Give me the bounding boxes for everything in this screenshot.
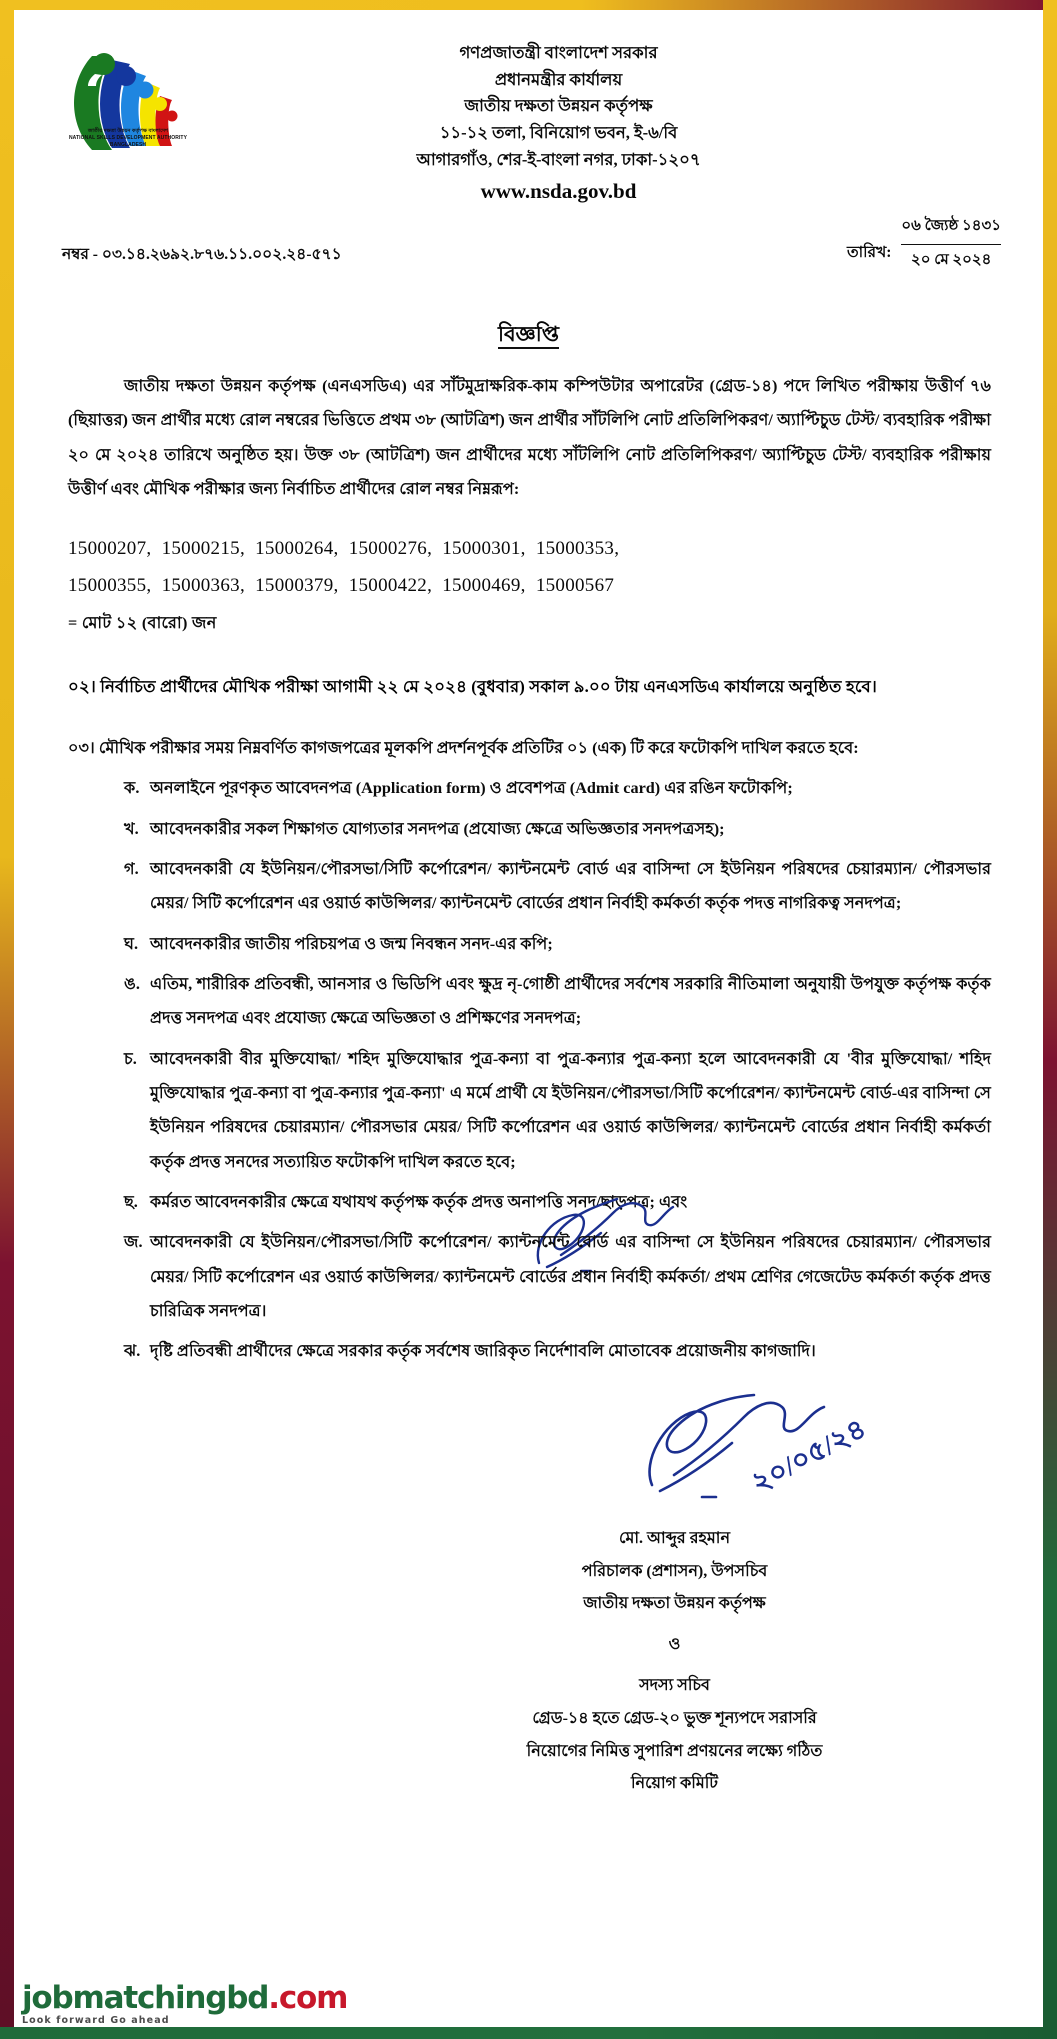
reference-number: নম্বর - ০৩.১৪.২৬৯২.৮৭৬.১১.০০২.২৪-৫৭১ [62,246,342,263]
org-line-4: ১১-১২ তলা, বিনিয়োগ ভবন, ই-৬/বি [439,123,678,143]
roll-number: 15000264 [255,538,334,560]
watermark-dot: . [268,1979,279,2016]
page-border-top [0,0,1057,10]
committee-line-1: গ্রেড-১৪ হতে গ্রেড-২০ ভুক্ত শূন্যপদে সরাসরি [532,1709,817,1727]
watermark-brand [22,1979,348,2016]
item-marker: ছ. [124,1193,138,1212]
list-item [124,812,991,846]
list-item [124,1185,991,1219]
organization-header [74,40,1043,207]
item-text: আবেদনকারীর সকল শিক্ষাগত যোগ্যতার সনদপত্র (প্রযোজ্য ক্ষেত্রে অভিজ্ঞতার সনদপত্রসহ); [150,819,725,838]
roll-number: 15000469 [442,575,521,597]
watermark-bd: bd [226,1979,269,2016]
paragraph-3: ০৩। মৌখিক পরীক্ষার সময় নিম্নবর্ণিত কাগজপত্রের মূলকপি প্রদর্শনপূর্বক প্রতিটির ০১ (এক) টি করে ফটোকপি দাখিল করতে হবে: [68,738,859,757]
nsda-logo-icon [50,38,200,168]
roll-number: 15000567 [535,575,615,597]
page-border-left [0,0,14,2039]
item-text: অনলাইনে পূরণকৃত আবেদনপত্র (Application form) ও প্রবেশপত্র (Admit card) এর রঙিন ফটোকপি; [150,779,793,798]
document-title [14,318,1043,353]
watermark-tagline: Look forward Go ahead [22,2014,170,2026]
roll-number: 15000301 [442,538,521,560]
roll-number: 15000379 [255,575,334,597]
page-border-right [1043,0,1057,2039]
org-line-5: আগারগাঁও, শের-ই-বাংলা নগর, ঢাকা-১২০৭ [416,149,701,169]
signatory-role: সদস্য সচিব [639,1676,710,1694]
requirements-list [68,771,991,1369]
item-text: আবেদনকারীর জাতীয় পরিচয়পত্র ও জন্ম নিবন্ধন সনদ-এর কপি; [150,934,553,953]
paragraph-1: জাতীয় দক্ষতা উন্নয়ন কর্তৃপক্ষ (এনএসডিএ) এর সাঁটমুদ্রাক্ষরিক-কাম কম্পিউটার অপারেটর (গ্রেড-১৪) পদে লিখিত পরীক্ষায় উত্তীর্ণ ৭৬ (ছিয়াত্তর) জন প্রার্থীর মধ্যে রোল নম্বরের ভিত্তিতে প্রথম ৩৮ (আটত্রিশ) জন প্রার্থীর সাঁটলিপি নোট প্রতিলিপিকরণ/ অ্যাপ্টিচুড টেস্ট/ ব্যবহারিক পরীক্ষা ২০ মে ২০২৪ তারিখে অনুষ্ঠিত হয়। উক্ত ৩৮ (আটত্রিশ) জন প্রার্থীদের মধ্যে সাঁটলিপি নোট প্রতিলিপিকরণ/ অ্যাপ্টিচুড টেস্ট/ ব্যবহারিক পরীক্ষায় উত্তীর্ণ এবং মৌখিক পরীক্ষার জন্য নির্বাচিত প্রার্থীদের রোল নম্বর নিম্নরূপ: [68,377,991,499]
signatory-conjunction: ও [668,1636,681,1654]
logo-caption-bn: জাতীয় দক্ষতা উন্নয়ন কর্তৃপক্ষ বাংলাদেশ [87,128,169,134]
roll-number: 15000422 [348,575,428,597]
date-english: ২০ মে ২০২৪ [911,252,992,268]
signatory-organization: জাতীয় দক্ষতা উন্নয়ন কর্তৃপক্ষ [583,1595,766,1613]
signatory-spacer [358,1621,991,1629]
reference-date-row [14,218,1043,284]
handwritten-date: ২০/০৫/২৪ [746,1413,872,1499]
website-url[interactable]: www.nsda.gov.bd [480,178,637,203]
document-body [14,369,1043,1801]
date-divider [901,244,1001,245]
org-line-3: জাতীয় দক্ষতা উন্নয়ন কর্তৃপক্ষ [464,96,653,116]
watermark-job: job [22,1979,73,2016]
signatory-designation: পরিচালক (প্রশাসন), উপসচিব [581,1562,768,1580]
page-border-bottom [0,2027,1057,2039]
roll-row-1: 15000207, 15000215, 15000264, 15000276, 15000301, 15000353, [68,530,991,567]
date-bangla: ০৬ জ্যৈষ্ঠ ১৪৩১ [901,218,1001,234]
signature-area [68,1399,991,1519]
item-text: দৃষ্টি প্রতিবন্ধী প্রার্থীদের ক্ষেত্রে সরকার কর্তৃক সর্বশেষ জারিকৃত নির্দেশাবলি মোতাবেক প্রয়োজনীয় কাগজাদি। [150,1342,816,1361]
roll-number: 15000207 [68,538,147,560]
watermark-matching: matching [72,1979,227,2016]
list-item [124,1225,991,1328]
item-text: আবেদনকারী বীর মুক্তিযোদ্ধা/ শহিদ মুক্তিযোদ্ধার পুত্র-কন্যা বা পুত্র-কন্যার পুত্র-কন্যা হলে আবেদনকারী যে 'বীর মুক্তিযোদ্ধা/ শহিদ মুক্তিযোদ্ধার পুত্র-কন্যা বা পুত্র-কন্যার পুত্র-কন্যা' এ মর্মে প্রার্থী যে ইউনিয়ন/পৌরসভা/সিটি কর্পোরেশন/ ক্যান্টনমেন্ট বোর্ড-এর বাসিন্দা সে ইউনিয়ন পরিষদের চেয়ারম্যান/ পৌরসভার মেয়র/ সিটি কর্পোরেশন এর ওয়ার্ড কাউন্সিলর/ ক্যান্টনমেন্ট বোর্ডের প্রধান নির্বাহী কর্মকর্তা কর্তৃক প্রদত্ত সনদের সত্যায়িত ফটোকপি দাখিল করতে হবে; [150,1049,991,1171]
date-values [901,214,1001,273]
roll-total: = মোট ১২ (বারো) জন [68,614,217,633]
signature-mark [628,1389,928,1509]
list-item [124,1334,991,1368]
roll-number: 15000363 [161,575,240,597]
org-line-2: প্রধানমন্ত্রীর কার্যালয় [494,69,623,89]
item-marker: ক. [124,779,140,798]
signatory-name: মো. আব্দুর রহমান [619,1529,730,1547]
item-marker: ঝ. [124,1342,141,1361]
item-marker: ঘ. [124,934,139,953]
document-header [14,10,1043,203]
item-marker: জ. [124,1233,143,1252]
roll-row-2: 15000355, 15000363, 15000379, 15000422, 15000469, 15000567 [68,567,991,604]
item-marker: ঙ. [124,974,140,993]
document-title-text: বিজ্ঞপ্তি [498,322,559,349]
item-marker: গ. [124,859,139,878]
item-marker: চ. [124,1049,137,1068]
roll-number-list [68,530,991,640]
list-item [124,771,991,805]
signatory-spacer-2 [358,1662,991,1670]
item-text: এতিম, শারীরিক প্রতিবন্ধী, আনসার ও ভিডিপি এবং ক্ষুদ্র নৃ-গোষ্ঠী প্রার্থীদের সর্বশেষ সরকারি নীতিমালা অনুযায়ী উপযুক্ত কর্তৃপক্ষ কর্তৃক প্রদত্ত সনদপত্র এবং প্রযোজ্য ক্ষেত্রে অভিজ্ঞতা ও প্রশিক্ষণের সনদপত্র; [150,974,991,1028]
roll-number: 15000276 [348,538,428,560]
list-item [124,852,991,921]
signatory-block [358,1523,991,1801]
paragraph-2: ০২। নির্বাচিত প্রার্থীদের মৌখিক পরীক্ষা আগামী ২২ মে ২০২৪ (বুধবার) সকাল ৯.০০ টায় এনএসডিএ কার্যালয়ে অনুষ্ঠিত হবে। [68,677,877,697]
list-item [124,967,991,1036]
item-text: আবেদনকারী যে ইউনিয়ন/পৌরসভা/সিটি কর্পোরেশন/ ক্যান্টনমেন্ট বোর্ড এর বাসিন্দা সে ইউনিয়ন পরিষদের চেয়ারম্যান/ পৌরসভার মেয়র/ সিটি কর্পোরেশন এর ওয়ার্ড কাউন্সিলর/ ক্যান্টনমেন্ট বোর্ডের প্রধান নির্বাহী কর্মকর্তা কর্তৃক পদত্ত নাগরিকত্ব সনদপত্র; [150,859,991,913]
site-watermark [22,1979,348,2026]
logo-caption-en: NATIONAL SKILLS DEVELOPMENT AUTHORITY BANGLADESH [68,134,188,148]
roll-number: 15000215 [161,538,240,560]
committee-line-3: নিয়োগ কমিটি [630,1775,719,1793]
logo-caption [54,128,202,148]
item-marker: খ. [124,819,139,838]
roll-number: 15000355 [68,575,147,597]
list-item [124,1042,991,1179]
date-label: তারিখ: [846,243,892,261]
list-item [124,927,991,961]
item-text: আবেদনকারী যে ইউনিয়ন/পৌরসভা/সিটি কর্পোরেশন/ ক্যান্টনমেন্ট বোর্ড এর বাসিন্দা সে ইউনিয়ন পরিষদের চেয়ারম্যান/ পৌরসভার মেয়র/ সিটি কর্পোরেশন এর ওয়ার্ড কাউন্সিলর/ ক্যান্টনমেন্ট বোর্ডের প্রধান নির্বাহী কর্মকর্তা/ প্রথম শ্রেণির গেজেটেড কর্মকর্তা কর্তৃক প্রদত্ত চারিত্রিক সনদপত্র। [150,1233,991,1321]
item-text: কর্মরত আবেদনকারীর ক্ষেত্রে যথাযথ কর্তৃপক্ষ কর্তৃক প্রদত্ত অনাপত্তি সনদ/ছাড়পত্র; এবং [150,1193,688,1212]
org-line-1: গণপ্রজাতন্ত্রী বাংলাদেশ সরকার [459,43,658,62]
roll-number: 15000353 [535,538,615,560]
date-block [847,214,1001,273]
committee-line-2: নিয়োগের নিমিত্ত সুপারিশ প্রণয়নের লক্ষ্যে গঠিত [526,1742,823,1760]
document-sheet [14,10,1043,2027]
watermark-com: com [278,1979,348,2016]
